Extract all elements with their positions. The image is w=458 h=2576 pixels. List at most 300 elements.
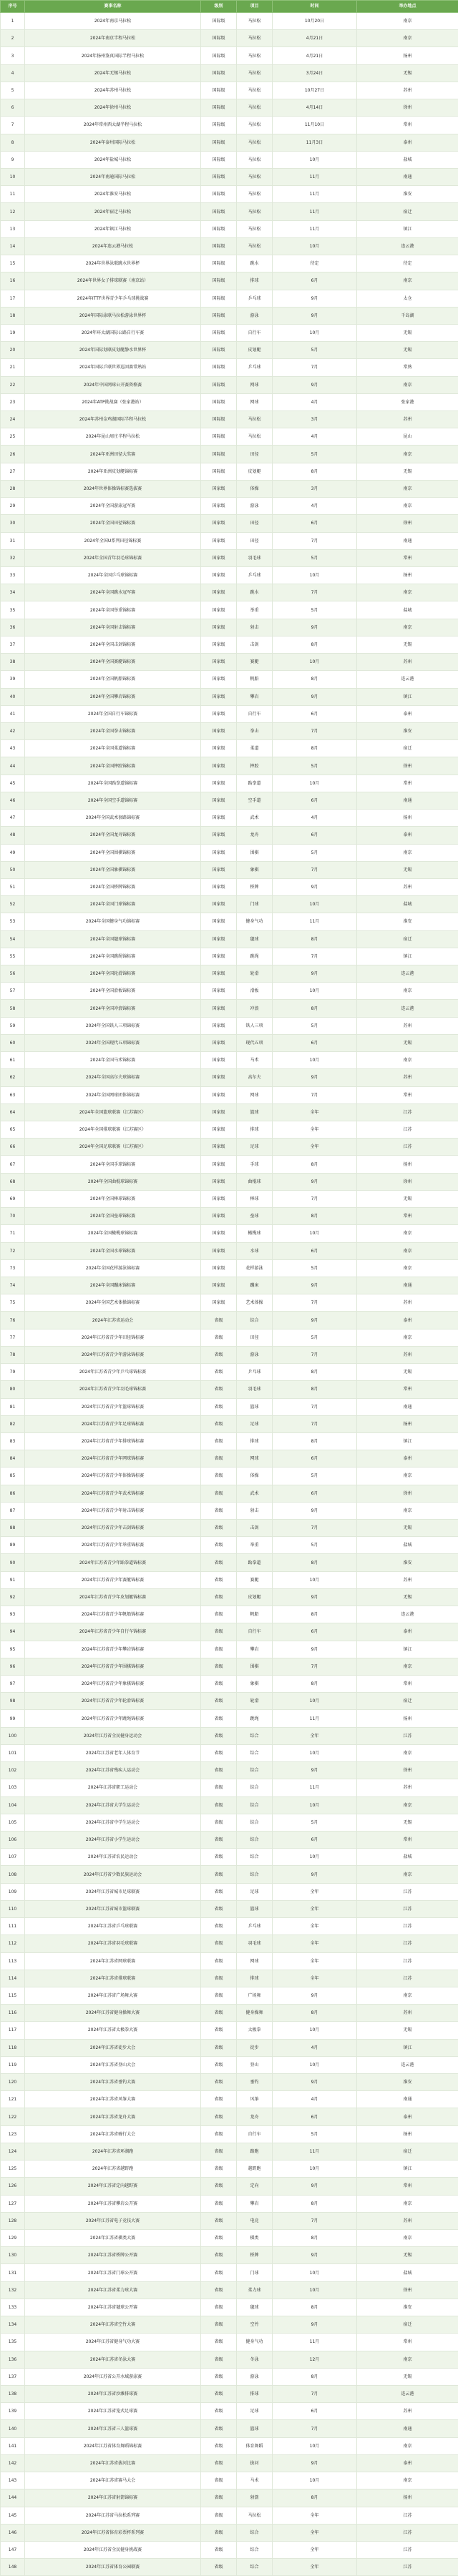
table-row: [1, 117, 458, 134]
cell-sport: 乒乓球: [237, 359, 273, 376]
cell-level: 国家级: [201, 1086, 237, 1103]
cell-level: 省级: [201, 1346, 237, 1363]
table-body: [1, 13, 458, 2576]
cell-level: 省级: [201, 1866, 237, 1883]
cell-level: 省级: [201, 2022, 237, 2039]
cell-event-name: 2024年全国柔道锦标赛: [25, 740, 201, 757]
cell-number: 97: [1, 1676, 25, 1693]
cell-level: 国家级: [201, 567, 237, 584]
cell-level: 省级: [201, 2351, 237, 2368]
cell-level: 省级: [201, 2403, 237, 2420]
cell-time: 6月: [273, 792, 357, 809]
cell-sport: 攀岩: [237, 2195, 273, 2212]
cell-event-name: 2024年江苏省毽球公开赛: [25, 2299, 201, 2316]
cell-venue: 南京: [357, 1658, 458, 1675]
cell-venue: 南京: [357, 1052, 458, 1069]
cell-event-name: 2024年江苏省青少年篮球锦标赛: [25, 1398, 201, 1415]
cell-level: 省级: [201, 2005, 237, 2022]
cell-level: 省级: [201, 1849, 237, 1866]
cell-venue: 无锡: [357, 2247, 458, 2264]
cell-venue: 徐州: [357, 515, 458, 532]
cell-event-name: 2024年江苏省运动会: [25, 1312, 201, 1329]
cell-time: 11月: [273, 220, 357, 237]
cell-number: 104: [1, 1796, 25, 1814]
table-row: [1, 411, 458, 428]
cell-event-name: 2024年徐州马拉松: [25, 99, 201, 117]
cell-venue: 苏州: [357, 82, 458, 99]
cell-sport: 乒乓球: [237, 290, 273, 307]
cell-number: 4: [1, 64, 25, 82]
cell-sport: 水球: [237, 1242, 273, 1259]
cell-number: 131: [1, 2264, 25, 2281]
cell-number: 98: [1, 1693, 25, 1710]
cell-level: 国家级: [201, 1156, 237, 1173]
cell-time: 全年: [273, 1139, 357, 1156]
cell-level: 国际级: [201, 220, 237, 237]
cell-number: 69: [1, 1190, 25, 1207]
cell-level: 省级: [201, 1537, 237, 1554]
cell-time: 6月: [273, 1450, 357, 1468]
cell-event-name: 2024年全国围棋锦标赛: [25, 844, 201, 861]
cell-number: 30: [1, 515, 25, 532]
cell-level: 省级: [201, 2108, 237, 2125]
cell-sport: 路跑: [237, 2143, 273, 2160]
cell-level: 省级: [201, 1502, 237, 1519]
cell-number: 39: [1, 671, 25, 688]
cell-event-name: 2024年国际乒联世界巡回赛常熟站: [25, 359, 201, 376]
cell-event-name: 2024年江苏省青少年乒乓球锦标赛: [25, 1364, 201, 1381]
cell-level: 国际级: [201, 186, 237, 203]
cell-number: 125: [1, 2160, 25, 2178]
cell-venue: 南通: [357, 168, 458, 185]
cell-time: 6月: [273, 1831, 357, 1848]
cell-venue: 盐城: [357, 2264, 458, 2281]
cell-level: 省级: [201, 1831, 237, 1848]
cell-time: 7月: [273, 1190, 357, 1207]
cell-event-name: 2024年全国艺术体操锦标赛: [25, 1294, 201, 1312]
cell-level: 省级: [201, 2212, 237, 2229]
cell-sport: 击剑: [237, 1520, 273, 1537]
cell-event-name: 2024年南京马拉松: [25, 13, 201, 30]
cell-time: 9月: [273, 2178, 357, 2195]
table-row: [1, 740, 458, 757]
table-row: [1, 2454, 458, 2472]
table-row: [1, 1762, 458, 1779]
cell-venue: 南京: [357, 13, 458, 30]
cell-number: 139: [1, 2403, 25, 2420]
cell-event-name: 2024年江苏省青少年羽毛球锦标赛: [25, 1381, 201, 1398]
cell-number: 94: [1, 1623, 25, 1641]
cell-venue: 南京: [357, 2230, 458, 2247]
cell-sport: 门球: [237, 2264, 273, 2281]
cell-event-name: 2024年江苏省青少年排球锦标赛: [25, 1432, 201, 1450]
cell-level: 国际级: [201, 411, 237, 428]
cell-level: 省级: [201, 1606, 237, 1623]
table-row: [1, 2420, 458, 2437]
cell-event-name: 2024年全国健身气功锦标赛: [25, 913, 201, 930]
cell-number: 143: [1, 2472, 25, 2489]
cell-level: 国家级: [201, 810, 237, 827]
cell-venue: 镇江: [357, 1432, 458, 1450]
cell-number: 132: [1, 2281, 25, 2299]
cell-level: 国家级: [201, 792, 237, 809]
cell-event-name: 2024年江苏省残疾人运动会: [25, 1762, 201, 1779]
cell-venue: 常州: [357, 1676, 458, 1693]
cell-number: 50: [1, 861, 25, 878]
cell-time: 4月: [273, 393, 357, 411]
cell-level: 省级: [201, 1450, 237, 1468]
table-row: [1, 1034, 458, 1051]
cell-venue: 常州: [357, 117, 458, 134]
table-row: [1, 220, 458, 237]
cell-number: 80: [1, 1381, 25, 1398]
cell-time: 6月: [273, 515, 357, 532]
table-row: [1, 896, 458, 913]
cell-level: 国家级: [201, 861, 237, 878]
cell-level: 国际级: [201, 428, 237, 446]
cell-time: 9月: [273, 1069, 357, 1086]
table-row: [1, 1641, 458, 1658]
cell-number: 35: [1, 601, 25, 619]
cell-event-name: 2024年南通国际马拉松: [25, 168, 201, 185]
cell-sport: 摔跤: [237, 757, 273, 775]
cell-sport: 综合: [237, 1762, 273, 1779]
cell-sport: 健身气功: [237, 2334, 273, 2351]
cell-event-name: 2024年全国射击锦标赛: [25, 619, 201, 636]
cell-number: 65: [1, 1121, 25, 1139]
col-header-number: 序号: [1, 1, 25, 13]
cell-number: 31: [1, 532, 25, 549]
cell-event-name: 2024年江苏省青少年攀岩锦标赛: [25, 1641, 201, 1658]
table-row: [1, 2178, 458, 2195]
cell-time: 9月: [273, 2454, 357, 2472]
cell-event-name: 2024年江苏省羽毛球联赛: [25, 1935, 201, 1952]
table-row: [1, 1554, 458, 1571]
table-row: [1, 671, 458, 688]
table-row: [1, 1173, 458, 1190]
cell-number: 18: [1, 307, 25, 324]
cell-time: 9月: [273, 2247, 357, 2264]
cell-time: 5月: [273, 844, 357, 861]
table-row: [1, 1727, 458, 1744]
cell-sport: 花样游泳: [237, 1259, 273, 1277]
cell-event-name: 2024年全国滑板锦标赛: [25, 983, 201, 1000]
cell-sport: 射击: [237, 1502, 273, 1519]
cell-venue: 宿迁: [357, 1693, 458, 1710]
cell-event-name: 2024年江苏省马拉松系列赛: [25, 2507, 201, 2524]
table-row: [1, 1208, 458, 1225]
cell-venue: 南通: [357, 1277, 458, 1294]
cell-sport: 健身气功: [237, 913, 273, 930]
cell-venue: 连云港: [357, 2056, 458, 2073]
cell-level: 国家级: [201, 878, 237, 895]
cell-venue: 无锡: [357, 342, 458, 359]
cell-number: 99: [1, 1710, 25, 1727]
cell-level: 国家级: [201, 549, 237, 566]
cell-sport: 毽球: [237, 2299, 273, 2316]
cell-sport: 棋类: [237, 2230, 273, 2247]
cell-venue: 无锡: [357, 861, 458, 878]
cell-venue: 无锡: [357, 463, 458, 480]
cell-venue: 扬州: [357, 1710, 458, 1727]
cell-event-name: 2024年国际泳联马拉松游泳世界杯: [25, 307, 201, 324]
cell-sport: 田径: [237, 532, 273, 549]
cell-venue: 昆山: [357, 428, 458, 446]
cell-level: 国家级: [201, 1069, 237, 1086]
cell-level: 国际级: [201, 13, 237, 30]
cell-level: 省级: [201, 1381, 237, 1398]
cell-sport: 马拉松: [237, 151, 273, 168]
table-row: [1, 1069, 458, 1086]
table-row: [1, 82, 458, 99]
cell-event-name: 2024年江苏省青少年轮滑锦标赛: [25, 1693, 201, 1710]
cell-number: 130: [1, 2247, 25, 2264]
cell-level: 国家级: [201, 1121, 237, 1139]
cell-time: 11月3日: [273, 134, 357, 151]
cell-time: 11月: [273, 1710, 357, 1727]
cell-event-name: 2024年全国棒球锦标赛: [25, 1190, 201, 1207]
cell-event-name: 2024年全国足球联赛（江苏赛区）: [25, 1139, 201, 1156]
cell-event-name: 2024年全国赛艇锦标赛: [25, 654, 201, 671]
cell-event-name: 2024年江苏省环湖跑: [25, 2143, 201, 2160]
cell-venue: 江苏: [357, 1918, 458, 1935]
cell-venue: 徐州: [357, 99, 458, 117]
cell-sport: 铁人三项: [237, 1017, 273, 1034]
cell-venue: 苏州: [357, 878, 458, 895]
cell-sport: 皮划艇: [237, 342, 273, 359]
cell-event-name: 2024年江苏省大学生运动会: [25, 1796, 201, 1814]
cell-number: 24: [1, 411, 25, 428]
cell-time: 9月: [273, 965, 357, 983]
cell-sport: 马拉松: [237, 428, 273, 446]
cell-number: 126: [1, 2178, 25, 2195]
cell-time: 7月: [273, 532, 357, 549]
cell-sport: 马拉松: [237, 220, 273, 237]
cell-level: 国际级: [201, 151, 237, 168]
table-row: [1, 844, 458, 861]
table-row: [1, 2091, 458, 2108]
cell-sport: 田径: [237, 1329, 273, 1346]
cell-venue: 苏州: [357, 411, 458, 428]
cell-level: 国家级: [201, 636, 237, 653]
cell-number: 63: [1, 1086, 25, 1103]
cell-time: 11月: [273, 168, 357, 185]
cell-time: 6月: [273, 1242, 357, 1259]
cell-sport: 综合: [237, 1796, 273, 1814]
cell-number: 145: [1, 2507, 25, 2524]
cell-event-name: 2024年全国高尔夫球锦标赛: [25, 1069, 201, 1086]
cell-number: 123: [1, 2125, 25, 2143]
cell-number: 138: [1, 2385, 25, 2402]
cell-number: 109: [1, 1883, 25, 1900]
cell-number: 73: [1, 1259, 25, 1277]
cell-time: 9月: [273, 1762, 357, 1779]
cell-event-name: 2024年苏州金鸡湖国际半程马拉松: [25, 411, 201, 428]
cell-venue: 徐州: [357, 1485, 458, 1502]
cell-sport: 赛艇: [237, 1571, 273, 1588]
cell-sport: 跳水: [237, 584, 273, 601]
cell-event-name: 2024年江苏省老年人体育节: [25, 1744, 201, 1761]
cell-sport: 排球: [237, 272, 273, 290]
cell-sport: 蹦床: [237, 1277, 273, 1294]
cell-number: 2: [1, 30, 25, 47]
table-row: [1, 654, 458, 671]
cell-number: 136: [1, 2351, 25, 2368]
cell-event-name: 2024年江苏省棋类大赛: [25, 2230, 201, 2247]
cell-venue: 连云港: [357, 237, 458, 255]
cell-time: 8月: [273, 2005, 357, 2022]
cell-level: 省级: [201, 2125, 237, 2143]
table-row: [1, 2559, 458, 2576]
cell-sport: 游泳: [237, 307, 273, 324]
table-row: [1, 428, 458, 446]
cell-venue: 无锡: [357, 2368, 458, 2385]
cell-sport: 射箭: [237, 2489, 273, 2507]
cell-level: 省级: [201, 2264, 237, 2281]
cell-sport: 曲棍球: [237, 1173, 273, 1190]
cell-sport: 综合: [237, 1814, 273, 1831]
cell-sport: 足球: [237, 2403, 273, 2420]
cell-number: 142: [1, 2454, 25, 2472]
cell-time: 5月: [273, 1814, 357, 1831]
table-row: [1, 376, 458, 393]
cell-level: 省级: [201, 2524, 237, 2541]
table-row: [1, 2160, 458, 2178]
table-row: [1, 1398, 458, 1415]
cell-level: 国家级: [201, 654, 237, 671]
cell-level: 国家级: [201, 757, 237, 775]
cell-level: 国家级: [201, 498, 237, 515]
cell-level: 省级: [201, 2074, 237, 2091]
cell-level: 省级: [201, 1710, 237, 1727]
cell-venue: 南京: [357, 1796, 458, 1814]
cell-time: 10月: [273, 2056, 357, 2073]
cell-level: 国家级: [201, 844, 237, 861]
cell-time: 全年: [273, 2524, 357, 2541]
cell-event-name: 2024年全国轮滑锦标赛: [25, 965, 201, 983]
cell-level: 国际级: [201, 359, 237, 376]
table-row: [1, 1987, 458, 2004]
cell-venue: 无锡: [357, 1520, 458, 1537]
cell-event-name: 2024年全国游泳冠军赛: [25, 498, 201, 515]
cell-venue: 南京: [357, 2472, 458, 2489]
cell-number: 14: [1, 237, 25, 255]
cell-venue: 无锡: [357, 324, 458, 341]
cell-number: 103: [1, 1779, 25, 1796]
table-row: [1, 1814, 458, 1831]
cell-level: 省级: [201, 2195, 237, 2212]
cell-venue: 无锡: [357, 1588, 458, 1606]
cell-venue: 南通: [357, 2420, 458, 2437]
cell-venue: 盐城: [357, 151, 458, 168]
cell-sport: 高尔夫: [237, 1069, 273, 1086]
cell-venue: 南京: [357, 272, 458, 290]
table-row: [1, 151, 458, 168]
cell-venue: 淮安: [357, 186, 458, 203]
cell-number: 62: [1, 1069, 25, 1086]
table-row: [1, 1537, 458, 1554]
cell-venue: 江苏: [357, 1970, 458, 1987]
cell-time: 11月: [273, 203, 357, 220]
cell-level: 省级: [201, 2178, 237, 2195]
cell-level: 国家级: [201, 913, 237, 930]
cell-event-name: 2024年江苏省沙滩排球赛: [25, 2385, 201, 2402]
cell-level: 国家级: [201, 722, 237, 739]
table-row: [1, 2472, 458, 2489]
cell-event-name: 2024年全国篮球联赛（江苏赛区）: [25, 1103, 201, 1121]
cell-event-name: 2024年江苏省徒步大会: [25, 2039, 201, 2056]
cell-event-name: 2024年全国举重锦标赛: [25, 601, 201, 619]
cell-level: 省级: [201, 1312, 237, 1329]
cell-number: 118: [1, 2039, 25, 2056]
cell-event-name: 2024年江苏省青少年赛艇锦标赛: [25, 1571, 201, 1588]
cell-time: 4月21日: [273, 30, 357, 47]
cell-event-name: 2024年江苏省青少年跳绳锦标赛: [25, 1710, 201, 1727]
cell-venue: 南京: [357, 844, 458, 861]
cell-event-name: 2024年全国铁人三项锦标赛: [25, 1017, 201, 1034]
cell-event-name: 2024年江苏省太极拳大赛: [25, 2022, 201, 2039]
cell-sport: 皮划艇: [237, 463, 273, 480]
cell-level: 国家级: [201, 671, 237, 688]
cell-event-name: 2024年江苏省笼式足球赛: [25, 2403, 201, 2420]
table-row: [1, 1520, 458, 1537]
cell-sport: 排球: [237, 2385, 273, 2402]
cell-sport: 龙舟: [237, 2108, 273, 2125]
cell-venue: 张家港: [357, 393, 458, 411]
table-row: [1, 1831, 458, 1848]
table-row: [1, 1121, 458, 1139]
cell-number: 56: [1, 965, 25, 983]
cell-event-name: 2024年江苏省体育舞蹈锦标赛: [25, 2437, 201, 2454]
table-row: [1, 134, 458, 151]
cell-sport: 垒球: [237, 1208, 273, 1225]
cell-number: 58: [1, 1000, 25, 1017]
cell-time: 7月: [273, 861, 357, 878]
cell-event-name: 2024年江苏省射箭锦标赛: [25, 2489, 201, 2507]
cell-sport: 网球: [237, 1086, 273, 1103]
cell-number: 6: [1, 99, 25, 117]
cell-number: 147: [1, 2541, 25, 2558]
cell-time: 5月: [273, 1259, 357, 1277]
cell-time: 10月: [273, 1571, 357, 1588]
cell-event-name: 2024年全国排球联赛（江苏赛区）: [25, 1121, 201, 1139]
cell-event-name: 2024年全国摔跤锦标赛: [25, 757, 201, 775]
cell-number: 41: [1, 705, 25, 722]
cell-time: 全年: [273, 1900, 357, 1917]
cell-time: 9月: [273, 290, 357, 307]
cell-level: 国际级: [201, 64, 237, 82]
table-row: [1, 2212, 458, 2229]
cell-event-name: 2024年全国攀岩锦标赛: [25, 688, 201, 705]
table-row: [1, 168, 458, 185]
cell-event-name: 2024年全国青年羽毛球锦标赛: [25, 549, 201, 566]
table-row: [1, 1918, 458, 1935]
table-row: [1, 722, 458, 739]
table-row: [1, 1606, 458, 1623]
cell-level: 省级: [201, 1364, 237, 1381]
cell-sport: 马术: [237, 1052, 273, 1069]
cell-venue: 千岛湖: [357, 307, 458, 324]
table-row: [1, 2385, 458, 2402]
cell-venue: 扬州: [357, 2489, 458, 2507]
cell-level: 省级: [201, 1329, 237, 1346]
cell-time: 10月: [273, 1796, 357, 1814]
table-row: [1, 1935, 458, 1952]
cell-venue: 南京: [357, 1225, 458, 1242]
table-row: [1, 2281, 458, 2299]
cell-time: 10月: [273, 151, 357, 168]
cell-level: 省级: [201, 1952, 237, 1970]
